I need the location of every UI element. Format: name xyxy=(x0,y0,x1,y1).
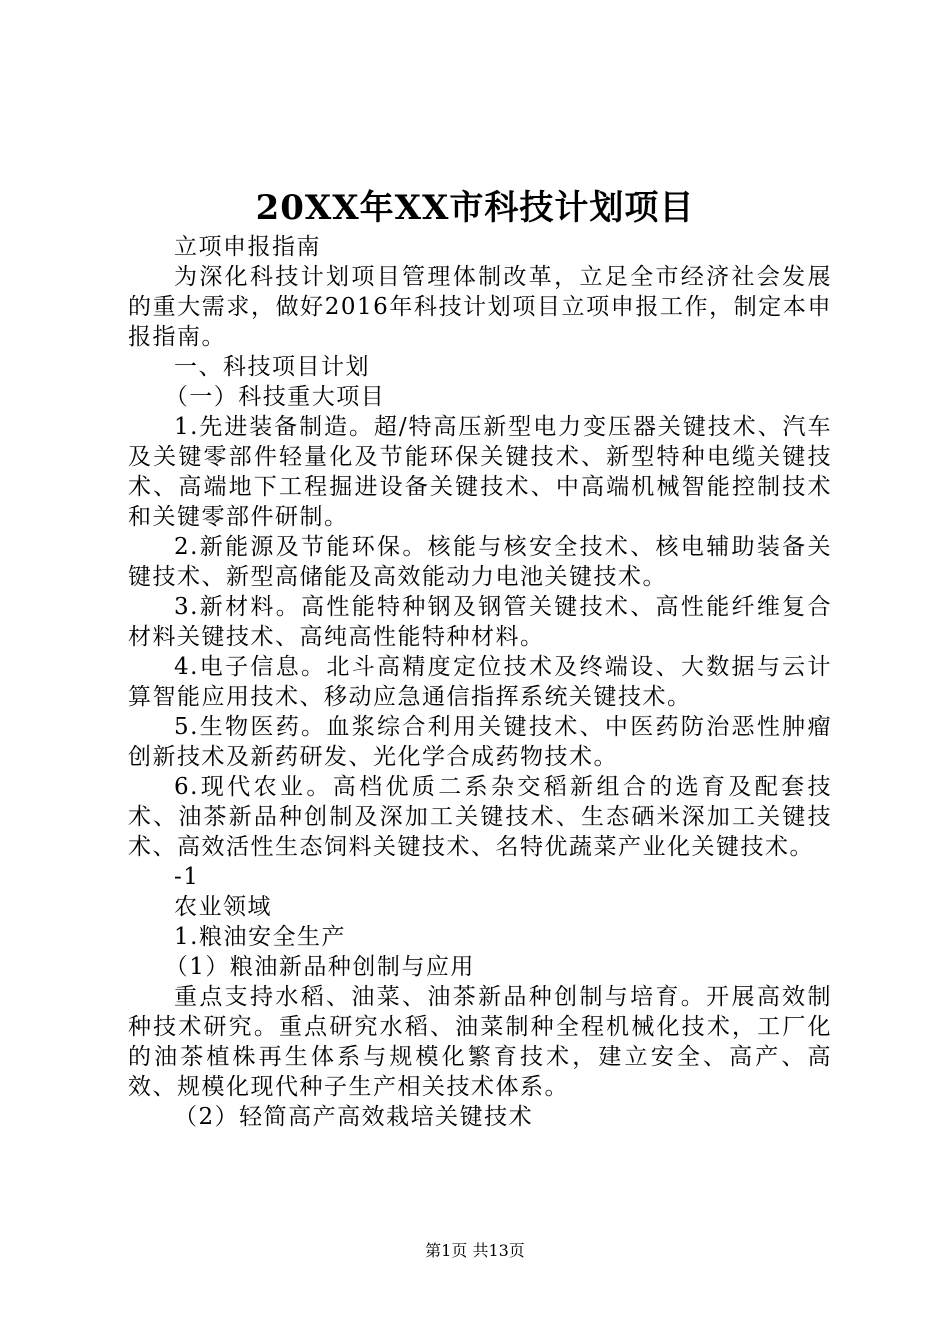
heading-section-1: 一、科技项目计划 xyxy=(174,354,370,380)
paragraph-item-4: 4.电子信息。北斗高精度定位技术及终端设、大数据与云计算智能应用技术、移动应急通信指挥系统关键技术。 xyxy=(128,654,832,710)
paragraph-item-6: 6.现代农业。高档优质二系杂交稻新组合的选育及配套技术、油茶新品种创制及深加工关键技术、生态硒米深加工关键技术、高效活性生态饲料关键技术、名特优蔬菜产业化关键技术。 xyxy=(128,774,832,860)
paragraph-item-5: 5.生物医药。血浆综合利用关键技术、中医药防治恶性肿瘤创新技术及新药研发、光化学合成药物技术。 xyxy=(128,714,832,770)
heading-new-varieties: （1）粮油新品种创制与应用 xyxy=(164,954,475,980)
paragraph-item-2: 2.新能源及节能环保。核能与核安全技术、核电辅助装备关键技术、新型高储能及高效能动力电池关键技术。 xyxy=(128,534,832,590)
paragraph-page-marker: -1 xyxy=(174,864,200,890)
heading-agriculture: 农业领域 xyxy=(174,894,272,920)
document-title: 20XX年XX市科技计划项目 xyxy=(255,188,695,228)
paragraph-item-3: 3.新材料。高性能特种钢及钢管关键技术、高性能纤维复合材料关键技术、高纯高性能特种材料。 xyxy=(128,594,832,650)
heading-grain-oil: 1.粮油安全生产 xyxy=(174,924,346,950)
paragraph-varieties-detail: 重点支持水稻、油菜、油茶新品种创制与培育。开展高效制种技术研究。重点研究水稻、油菜制种全程机械化技术，工厂化的油茶植株再生体系与规模化繁育技术，建立安全、高产、高效、规模化现代种子生产相关技术体系。 xyxy=(128,984,832,1100)
document-body xyxy=(128,232,832,1132)
page-footer: 第1页 共13页 xyxy=(425,1241,525,1260)
heading-cultivation: （2）轻简高产高效栽培关键技术 xyxy=(174,1104,534,1130)
paragraph-subtitle: 立项申报指南 xyxy=(174,234,321,260)
heading-subsection-1: （一）科技重大项目 xyxy=(164,384,386,410)
paragraph-item-1: 1.先进装备制造。超/特高压新型电力变压器关键技术、汽车及关键零部件轻量化及节能环保关键技术、新型特种电缆关键技术、高端地下工程掘进设备关键技术、中高端机械智能控制技术和关键零部件研制。 xyxy=(128,414,832,530)
paragraph-intro: 为深化科技计划项目管理体制改革，立足全市经济社会发展的重大需求，做好2016年科技计划项目立项申报工作，制定本申报指南。 xyxy=(128,264,832,350)
